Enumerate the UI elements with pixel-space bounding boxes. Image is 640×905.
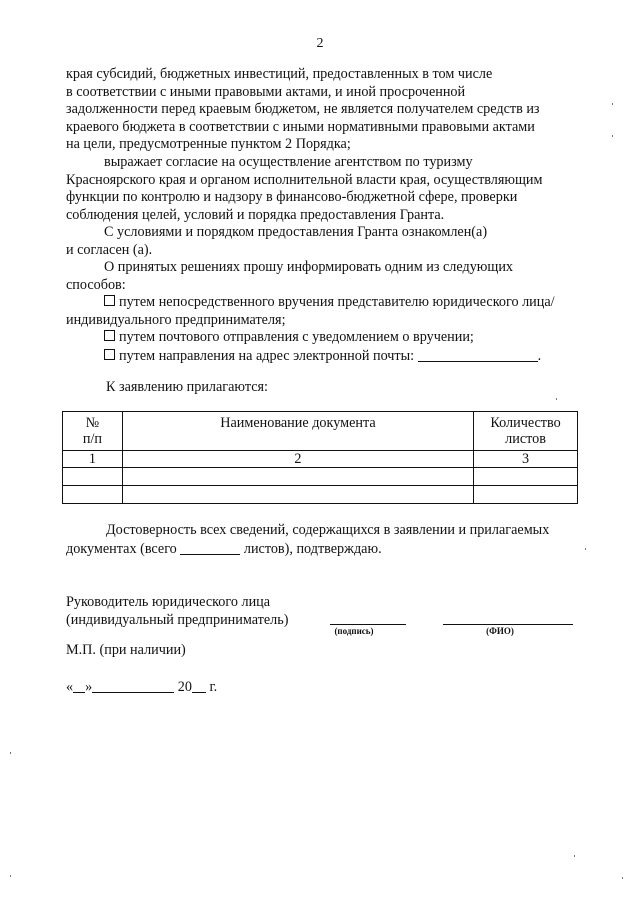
header-number: [63, 412, 123, 451]
text-line: С условиями и порядком предоставления Гранта ознакомлен(а): [104, 224, 488, 240]
table-row: [63, 468, 578, 486]
text-line: и согласен (а).: [66, 241, 153, 258]
signature-line[interactable]: [330, 624, 406, 625]
table-row: [63, 451, 578, 468]
cell-name[interactable]: [122, 468, 473, 486]
fio-line[interactable]: [443, 624, 573, 625]
option-label: путем направления на адрес электронной почты:: [119, 347, 415, 364]
text-line: Достоверность всех сведений, содержащихся в заявлении и прилагаемых: [106, 522, 550, 538]
table-row: [63, 486, 578, 504]
header-count-line2: листов: [505, 431, 546, 447]
text-line: способов:: [66, 276, 126, 293]
email-blank-field[interactable]: [418, 347, 538, 362]
text-line: выражает согласие на осуществление агентством по туризму: [104, 154, 473, 170]
page-number: 2: [316, 36, 324, 51]
header-count-line1: Количество: [490, 415, 561, 431]
year-suffix: г.: [209, 679, 218, 695]
table-header-row: [63, 412, 578, 451]
date-quote-close: »: [85, 679, 93, 695]
option-postal[interactable]: [66, 329, 584, 347]
header-number-line1: №: [85, 415, 100, 431]
text-line: соблюдения целей, условий и порядка предоставления Гранта.: [66, 206, 445, 223]
checkbox-email[interactable]: [104, 349, 115, 360]
checkbox-postal[interactable]: [104, 330, 115, 341]
paragraph-acknowledgement: [66, 224, 584, 259]
paragraph-notification-method: [66, 259, 584, 294]
option-label: путем непосредственного вручения представителю юридического лица/: [119, 294, 555, 310]
text-line: краевого бюджета в соответствии с иными нормативными правовыми актами: [66, 118, 535, 135]
scan-speck: [612, 103, 613, 105]
header-sheet-count: [474, 412, 578, 451]
attachments-heading: К заявлению прилагаются:: [106, 379, 268, 395]
fio-caption: (ФИО): [486, 626, 514, 636]
scan-speck: [10, 752, 11, 754]
cell-number: 1: [63, 451, 123, 468]
scan-speck: [556, 398, 557, 400]
year-prefix: 20: [177, 679, 192, 695]
text-line: в соответствии с иными правовыми актами, и иной просроченной: [66, 83, 466, 100]
text-line: О принятых решениях прошу информировать одним из следующих: [104, 259, 514, 275]
cell-name: 2: [122, 451, 473, 468]
year-blank[interactable]: [192, 678, 206, 693]
option-direct-delivery[interactable]: [66, 294, 584, 312]
sheet-total-blank[interactable]: [180, 540, 240, 555]
text-line: задолженности перед краевым бюджетом, не является получателем средств из: [66, 101, 540, 118]
cell-name[interactable]: [122, 486, 473, 504]
date-line: [66, 678, 217, 696]
scan-speck: [612, 135, 613, 137]
text-fragment: листов), подтверждаю.: [243, 540, 382, 557]
scan-speck: [622, 877, 623, 879]
cell-number[interactable]: [63, 468, 123, 486]
paragraph-consent-inspection: [66, 154, 584, 224]
signatory-role-line1: Руководитель юридического лица: [66, 594, 271, 610]
attachments-table: [62, 411, 578, 504]
option-email[interactable]: [66, 347, 584, 366]
paragraph-recipient-status: [66, 66, 584, 154]
scan-speck: [585, 548, 586, 550]
notification-options: [66, 294, 584, 365]
cell-count: 3: [474, 451, 578, 468]
header-number-line2: п/п: [82, 431, 102, 447]
cell-count[interactable]: [474, 486, 578, 504]
checkbox-direct-delivery[interactable]: [104, 295, 115, 306]
option-label: путем почтового отправления с уведомлением о вручении;: [119, 329, 474, 346]
signatory-role-line2: (индивидуальный предприниматель): [66, 612, 289, 628]
paragraph-confirmation: [66, 522, 584, 558]
text-line: функции по контролю и надзору в финансово-бюджетной сфере, проверки: [66, 189, 518, 206]
scan-speck: [574, 855, 575, 857]
cell-count[interactable]: [474, 468, 578, 486]
text-line: Красноярского края и органом исполнительной власти края, осуществляющим: [66, 171, 543, 188]
scan-speck: [10, 875, 11, 877]
header-document-name: Наименование документа: [122, 412, 473, 451]
option-end: .: [537, 347, 542, 364]
cell-number[interactable]: [63, 486, 123, 504]
text-line: индивидуального предпринимателя;: [66, 311, 286, 328]
confirmation-line2: [66, 540, 584, 559]
day-blank[interactable]: [73, 678, 85, 693]
text-fragment: документах (всего: [66, 540, 177, 557]
text-line: на цели, предусмотренные пунктом 2 Порядка;: [66, 136, 351, 153]
month-blank[interactable]: [92, 678, 174, 693]
text-line: края субсидий, бюджетных инвестиций, предоставленных в том числе: [66, 66, 493, 82]
date-quote-open: «: [66, 679, 74, 695]
stamp-note: М.П. (при наличии): [66, 642, 186, 658]
signature-caption: (подпись): [334, 626, 374, 636]
